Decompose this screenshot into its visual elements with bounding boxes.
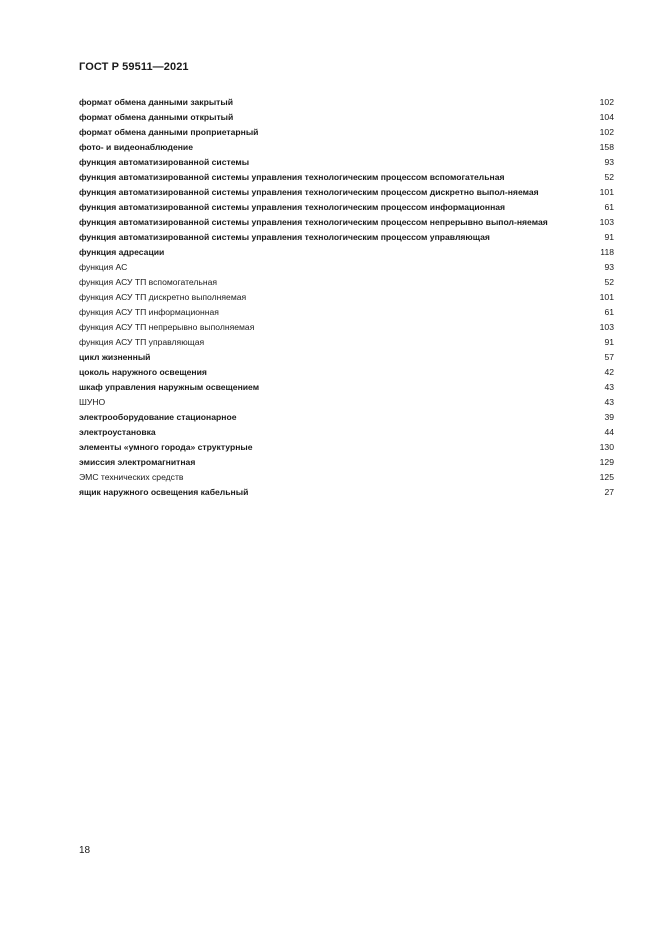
index-page-ref: 118 [600, 246, 614, 257]
index-term: функция АСУ ТП дискретно выполняемая [79, 291, 247, 302]
index-term: формат обмена данными закрытый [79, 97, 233, 107]
index-page-ref: 104 [599, 111, 614, 122]
index-term: функция автоматизированной системы управления технологическим процессом непрерывно выпол-няемая [79, 216, 548, 227]
index-entry [79, 427, 614, 438]
index-term: функция АСУ ТП информационная [79, 306, 219, 317]
index-entry [79, 172, 614, 183]
index-entry [79, 127, 614, 138]
index-entry [79, 397, 614, 408]
index-entry [79, 412, 614, 423]
subject-index-list [79, 97, 614, 502]
index-page-ref: 39 [604, 411, 614, 422]
index-entry [79, 292, 614, 303]
index-page-ref: 52 [604, 171, 614, 182]
index-page-ref: 42 [604, 366, 614, 377]
index-page-ref: 158 [599, 141, 614, 152]
index-page-ref: 43 [604, 381, 614, 392]
index-page-ref: 93 [604, 261, 614, 272]
index-term: функция АСУ ТП управляющая [79, 336, 205, 347]
index-page-ref: 91 [604, 231, 614, 242]
index-entry [79, 157, 614, 168]
index-entry [79, 217, 614, 228]
index-term: эмиссия электромагнитная [79, 456, 196, 467]
index-entry [79, 487, 614, 498]
index-page-ref: 44 [604, 426, 614, 437]
index-page-ref: 101 [599, 186, 614, 197]
index-term: функция автоматизированной системы управления технологическим процессом управляющая [79, 231, 490, 242]
index-term: функция адресации [79, 246, 165, 257]
index-term: функция автоматизированной системы [79, 156, 250, 167]
index-entry [79, 97, 614, 108]
index-page-ref: 130 [599, 441, 614, 452]
index-page-ref: 61 [604, 201, 614, 212]
index-entry [79, 442, 614, 453]
index-entry [79, 472, 614, 483]
index-entry [79, 457, 614, 468]
index-page-ref: 61 [604, 306, 614, 317]
index-term: функция автоматизированной системы управления технологическим процессом информационная [79, 201, 506, 212]
index-page-ref: 102 [599, 97, 614, 107]
index-page-ref: 103 [599, 216, 614, 227]
index-entry [79, 112, 614, 123]
index-page-ref: 102 [599, 126, 614, 137]
page-number: 18 [79, 845, 91, 856]
index-entry [79, 247, 614, 258]
index-page-ref: 43 [604, 396, 614, 407]
index-term: функция автоматизированной системы управления технологическим процессом вспомогательная [79, 171, 505, 182]
index-term: электрооборудование стационарное [79, 411, 237, 422]
index-term: формат обмена данными открытый [79, 111, 234, 122]
index-entry [79, 202, 614, 213]
index-term: формат обмена данными проприетарный [79, 126, 259, 137]
index-page-ref: 91 [604, 336, 614, 347]
index-term: функция АСУ ТП непрерывно выполняемая [79, 321, 255, 332]
index-page-ref: 57 [604, 351, 614, 362]
index-term: электроустановка [79, 426, 156, 437]
index-entry [79, 352, 614, 363]
index-term: цоколь наружного освещения [79, 366, 207, 377]
index-term: фото- и видеонаблюдение [79, 141, 193, 152]
index-entry [79, 307, 614, 318]
index-page-ref: 93 [604, 156, 614, 167]
index-term: ящик наружного освещения кабельный [79, 486, 249, 497]
index-page-ref: 129 [599, 456, 614, 467]
index-term: элементы «умного города» структурные [79, 441, 253, 452]
index-page-ref: 101 [599, 291, 614, 302]
index-term: функция АСУ ТП вспомогательная [79, 276, 218, 287]
index-entry [79, 232, 614, 243]
index-entry [79, 262, 614, 273]
index-page-ref: 52 [604, 276, 614, 287]
index-term: функция автоматизированной системы управления технологическим процессом дискретно выпол-няемая [79, 186, 539, 197]
index-entry [79, 322, 614, 333]
index-page-ref: 103 [599, 321, 614, 332]
index-entry [79, 142, 614, 153]
index-page-ref: 125 [599, 471, 614, 482]
document-header: ГОСТ Р 59511—2021 [79, 61, 189, 73]
index-page-ref: 27 [604, 486, 614, 497]
index-term: функция АС [79, 261, 128, 272]
index-entry [79, 382, 614, 393]
index-term: ЭМС технических средств [79, 471, 184, 482]
index-term: шкаф управления наружным освещением [79, 381, 260, 392]
index-entry [79, 337, 614, 348]
index-term: ШУНО [79, 396, 106, 407]
index-entry [79, 277, 614, 288]
index-entry [79, 187, 614, 198]
index-entry [79, 367, 614, 378]
index-term: цикл жизненный [79, 351, 151, 362]
